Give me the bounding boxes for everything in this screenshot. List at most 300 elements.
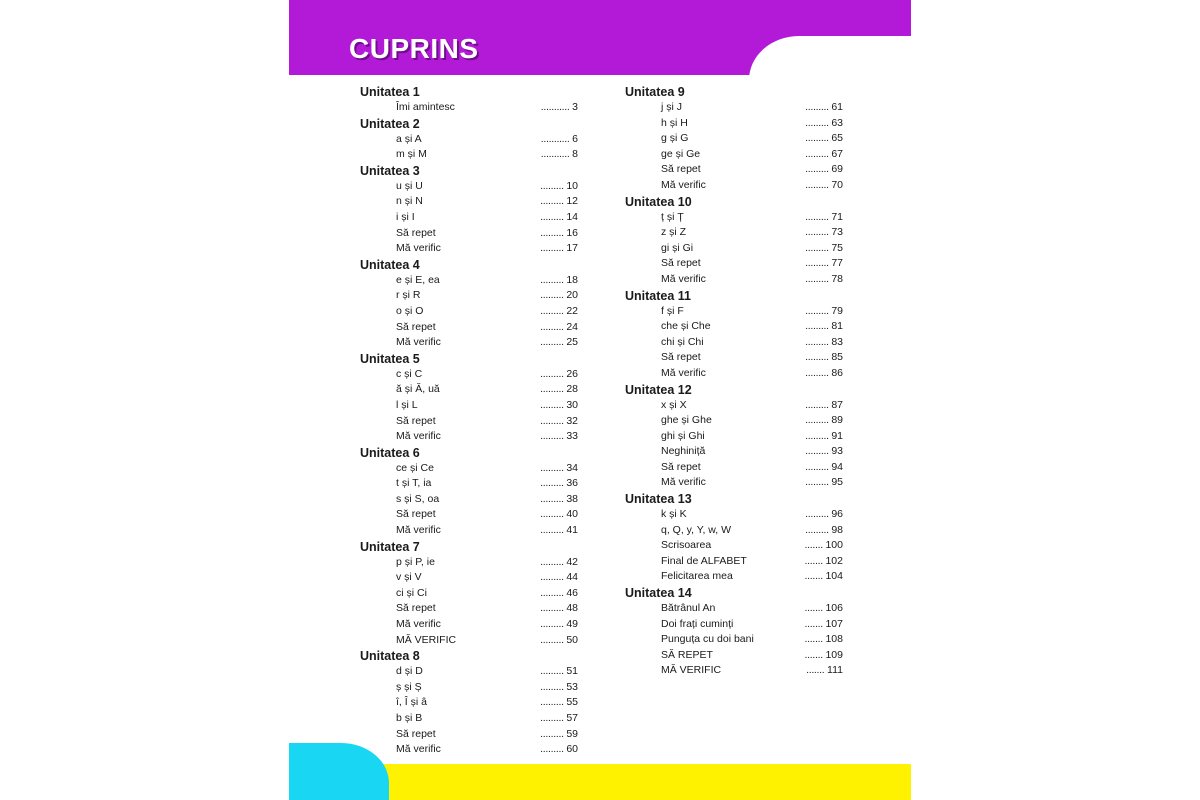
dot-leader: .........: [540, 743, 567, 756]
dot-leader: .........: [805, 429, 832, 442]
entry-page-number: ....... 102: [804, 554, 843, 567]
entry-page-number: ......... 10: [540, 179, 578, 192]
dot-leader: .........: [540, 680, 567, 693]
entry-title: Mă verific: [396, 618, 441, 631]
entry-title: Să repet: [661, 351, 701, 364]
dot-leader: .........: [805, 523, 832, 536]
dot-leader: .........: [540, 179, 567, 192]
unit-title: Unitatea 13: [625, 492, 692, 507]
dot-leader: .........: [805, 210, 832, 223]
toc-unit: [360, 257, 600, 351]
toc-entry: [360, 304, 600, 320]
page-title: CUPRINS: [349, 33, 479, 64]
entry-page-number: ....... 108: [804, 633, 843, 646]
dot-leader: .........: [540, 712, 567, 724]
toc-entry: [625, 444, 865, 460]
entry-page-number: ......... 53: [540, 680, 578, 693]
dot-leader: .........: [540, 289, 567, 302]
book-page: [289, 0, 911, 800]
entry-page-number: ......... 95: [805, 476, 843, 489]
toc-entry: [625, 554, 865, 570]
toc-entry: [360, 727, 600, 743]
toc-entry: [360, 414, 600, 430]
entry-page-number: ........... 8: [540, 148, 578, 161]
entry-title: Să repet: [661, 257, 701, 270]
dot-leader: .........: [805, 320, 832, 333]
entry-title: ce și Ce: [396, 461, 434, 474]
unit-title: Unitatea 2: [360, 116, 420, 131]
entry-title: Mă verific: [396, 430, 441, 443]
toc-entry: [360, 335, 600, 351]
entry-title: x și X: [661, 398, 687, 411]
entry-page-number: ......... 65: [805, 132, 843, 145]
toc-entry: [625, 241, 865, 257]
toc-entry: [625, 538, 865, 554]
entry-title: Să repet: [396, 320, 436, 333]
toc-entry: [625, 210, 865, 226]
toc-unit: [625, 288, 865, 382]
dot-leader: .........: [540, 586, 567, 599]
dot-leader: .........: [540, 226, 567, 239]
entry-title: h și H: [661, 116, 688, 129]
entry-title: ă și Ă, uă: [396, 383, 440, 396]
toc-entry: [625, 475, 865, 491]
dot-leader: .........: [540, 571, 567, 584]
entry-page-number: ......... 20: [540, 289, 578, 302]
dot-leader: .........: [540, 727, 567, 740]
toc-entry: [625, 256, 865, 272]
unit-title: Unitatea 6: [360, 445, 420, 460]
entry-page-number: ......... 50: [540, 633, 578, 646]
entry-page-number: ......... 91: [805, 429, 843, 442]
dot-leader: .......: [804, 554, 826, 567]
dot-leader: .........: [805, 116, 832, 129]
toc-entry: [360, 320, 600, 336]
entry-page-number: ......... 86: [805, 366, 843, 379]
entry-title: Să repet: [396, 508, 436, 521]
entry-title: q, Q, y, Y, w, W: [661, 523, 732, 536]
dot-leader: .........: [805, 414, 832, 427]
entry-title: Mă verific: [396, 336, 441, 349]
entry-page-number: ......... 67: [805, 147, 843, 160]
toc-entry: [625, 178, 865, 194]
entry-page-number: ......... 75: [805, 241, 843, 254]
entry-title: v și V: [396, 571, 422, 584]
entry-title: d și D: [396, 665, 423, 678]
toc-left-column: [360, 84, 600, 758]
entry-title: ghe și Ghe: [661, 414, 712, 427]
toc-entry: [360, 492, 600, 508]
toc-entry: [360, 695, 600, 711]
toc-entry: [625, 350, 865, 366]
dot-leader: .........: [540, 320, 567, 333]
toc-entry: [360, 132, 600, 148]
toc-unit: [625, 382, 865, 492]
toc-entry: [360, 288, 600, 304]
entry-page-number: ......... 25: [540, 336, 578, 349]
entry-title: c și C: [396, 367, 423, 380]
entry-page-number: ......... 79: [805, 304, 843, 317]
toc-unit: [360, 163, 600, 257]
toc-entry: [360, 711, 600, 727]
toc-unit: [360, 648, 600, 758]
entry-title: Mă verific: [661, 178, 706, 191]
entry-title: Să repet: [661, 163, 701, 176]
toc-entry: [625, 131, 865, 147]
entry-page-number: ......... 33: [540, 430, 578, 443]
dot-leader: .........: [805, 351, 832, 364]
entry-title: î, Î și â: [396, 696, 427, 709]
dot-leader: .........: [540, 665, 567, 678]
toc-entry: [625, 225, 865, 241]
entry-page-number: ....... 106: [804, 602, 843, 615]
dot-leader: .........: [540, 336, 567, 349]
entry-page-number: ....... 111: [806, 664, 843, 677]
entry-title: l și L: [396, 398, 418, 411]
entry-page-number: ......... 83: [805, 335, 843, 348]
toc-entry: [625, 272, 865, 288]
entry-page-number: ......... 55: [540, 696, 578, 709]
unit-title: Unitatea 10: [625, 194, 692, 209]
toc-entry: [625, 523, 865, 539]
entry-page-number: ......... 77: [805, 257, 843, 270]
toc-entry: [360, 100, 600, 116]
dot-leader: .......: [804, 570, 826, 583]
dot-leader: .......: [804, 648, 826, 661]
entry-page-number: ......... 93: [805, 445, 843, 458]
entry-title: u și U: [396, 179, 423, 192]
dot-leader: .........: [540, 242, 567, 255]
entry-page-number: ......... 87: [805, 398, 843, 411]
unit-title: Unitatea 9: [625, 85, 685, 99]
entry-page-number: ......... 30: [540, 398, 578, 411]
entry-page-number: ......... 46: [540, 586, 578, 599]
toc-unit: [360, 84, 600, 116]
dot-leader: .........: [805, 101, 832, 113]
entry-page-number: ....... 104: [804, 570, 843, 583]
entry-title: Să repet: [661, 460, 701, 473]
entry-title: ge și Ge: [661, 147, 701, 160]
dot-leader: .......: [804, 539, 826, 552]
entry-page-number: ......... 14: [540, 210, 578, 223]
dot-leader: .........: [540, 430, 567, 443]
dot-leader: .........: [540, 696, 567, 709]
dot-leader: .........: [540, 383, 567, 396]
entry-title: b și B: [396, 712, 423, 724]
entry-page-number: ......... 36: [540, 477, 578, 490]
toc-entry: [625, 648, 865, 664]
entry-title: gi și Gi: [661, 241, 694, 254]
toc-unit: [360, 445, 600, 539]
dot-leader: .........: [805, 445, 832, 458]
entry-page-number: ......... 51: [540, 665, 578, 678]
entry-title: Scrisoarea: [661, 539, 712, 552]
entry-title: Mă verific: [396, 743, 441, 756]
entry-page-number: ........... 3: [540, 101, 578, 113]
toc-entry: [360, 680, 600, 696]
dot-leader: ...........: [540, 132, 573, 145]
toc-entry: [625, 460, 865, 476]
unit-title: Unitatea 1: [360, 85, 420, 99]
dot-leader: .........: [805, 241, 832, 254]
unit-title: Unitatea 14: [625, 586, 692, 601]
dot-leader: .........: [540, 461, 567, 474]
entry-title: n și N: [396, 195, 423, 208]
entry-page-number: ......... 42: [540, 555, 578, 568]
entry-title: o și O: [396, 304, 424, 317]
dot-leader: .........: [540, 524, 567, 537]
entry-page-number: ......... 32: [540, 414, 578, 427]
entry-page-number: ....... 109: [804, 648, 843, 661]
dot-leader: .........: [540, 618, 567, 631]
entry-page-number: ......... 24: [540, 320, 578, 333]
unit-title: Unitatea 7: [360, 539, 420, 554]
dot-leader: .........: [540, 367, 567, 380]
entry-title: Să repet: [396, 414, 436, 427]
entry-title: r și R: [396, 289, 421, 302]
toc-entry: [360, 617, 600, 633]
toc-entry: [625, 304, 865, 320]
toc-entry: [625, 413, 865, 429]
entry-title: f și F: [661, 304, 684, 317]
entry-page-number: ......... 44: [540, 571, 578, 584]
entry-title: s și S, oa: [396, 492, 440, 505]
entry-title: g și G: [661, 132, 689, 145]
entry-page-number: ......... 18: [540, 273, 578, 286]
dot-leader: .........: [805, 398, 832, 411]
dot-leader: .........: [540, 492, 567, 505]
entry-title: Să repet: [396, 226, 436, 239]
dot-leader: .......: [806, 664, 828, 677]
toc-entry: [360, 633, 600, 649]
entry-title: Bătrânul An: [661, 602, 716, 615]
entry-page-number: ......... 63: [805, 116, 843, 129]
toc-entry: [625, 569, 865, 585]
entry-title: Mă verific: [661, 366, 706, 379]
toc-entry: [360, 241, 600, 257]
dot-leader: .........: [805, 272, 832, 285]
entry-page-number: ......... 85: [805, 351, 843, 364]
entry-title: Să repet: [396, 602, 436, 615]
entry-page-number: ......... 70: [805, 178, 843, 191]
toc-unit: [625, 194, 865, 288]
entry-page-number: ......... 60: [540, 743, 578, 756]
dot-leader: .........: [540, 633, 567, 646]
dot-leader: .........: [805, 508, 832, 521]
toc-entry: [360, 601, 600, 617]
entry-page-number: ......... 89: [805, 414, 843, 427]
entry-page-number: ......... 59: [540, 727, 578, 740]
dot-leader: .........: [540, 508, 567, 521]
toc-entry: [625, 507, 865, 523]
entry-title: Neghiniță: [661, 445, 706, 458]
dot-leader: .........: [805, 460, 832, 473]
dot-leader: .........: [540, 210, 567, 223]
entry-page-number: ......... 48: [540, 602, 578, 615]
toc-entry: [360, 664, 600, 680]
dot-leader: ...........: [540, 148, 573, 161]
entry-page-number: ......... 69: [805, 163, 843, 176]
dot-leader: .........: [540, 602, 567, 615]
entry-title: SĂ REPET: [661, 648, 713, 661]
entry-page-number: ......... 78: [805, 272, 843, 285]
entry-title: z și Z: [661, 226, 687, 239]
toc-entry: [360, 570, 600, 586]
entry-page-number: ......... 71: [805, 210, 843, 223]
toc-entry: [625, 663, 865, 679]
entry-title: ț și Ț: [661, 210, 684, 223]
toc-unit: [625, 585, 865, 679]
entry-title: ș și Ș: [396, 680, 422, 693]
dot-leader: .........: [805, 304, 832, 317]
entry-page-number: ......... 40: [540, 508, 578, 521]
entry-title: MĂ VERIFIC: [661, 664, 722, 677]
unit-title: Unitatea 8: [360, 649, 420, 664]
dot-leader: .........: [540, 555, 567, 568]
entry-title: j și J: [661, 101, 682, 113]
unit-title: Unitatea 4: [360, 257, 420, 272]
toc-right-column: [625, 84, 865, 679]
entry-title: Îmi amintesc: [396, 101, 455, 113]
entry-title: Mă verific: [396, 524, 441, 537]
dot-leader: ...........: [540, 101, 573, 113]
toc-unit: [360, 351, 600, 445]
toc-entry: [360, 461, 600, 477]
entry-page-number: ......... 73: [805, 226, 843, 239]
toc-entry: [360, 398, 600, 414]
entry-title: k și K: [661, 508, 687, 521]
toc-entry: [360, 586, 600, 602]
dot-leader: .........: [805, 163, 832, 176]
dot-leader: .........: [540, 195, 567, 208]
entry-title: i și I: [396, 210, 415, 223]
entry-title: Doi frați cuminți: [661, 617, 734, 630]
entry-title: p și P, ie: [396, 555, 435, 568]
toc-entry: [625, 366, 865, 382]
toc-entry: [360, 742, 600, 758]
entry-title: Final de ALFABET: [661, 554, 747, 567]
dot-leader: .........: [540, 414, 567, 427]
entry-page-number: ......... 17: [540, 242, 578, 255]
entry-title: chi și Chi: [661, 335, 704, 348]
toc-entry: [360, 429, 600, 445]
toc-entry: [360, 226, 600, 242]
unit-title: Unitatea 3: [360, 163, 420, 178]
toc-entry: [360, 523, 600, 539]
dot-leader: .........: [540, 398, 567, 411]
toc-entry: [360, 273, 600, 289]
dot-leader: .......: [804, 602, 826, 615]
entry-title: t și T, ia: [396, 477, 432, 490]
entry-page-number: ......... 28: [540, 383, 578, 396]
unit-title: Unitatea 5: [360, 351, 420, 366]
entry-page-number: ......... 81: [805, 320, 843, 333]
entry-page-number: ......... 26: [540, 367, 578, 380]
entry-page-number: ......... 12: [540, 195, 578, 208]
entry-page-number: ......... 49: [540, 618, 578, 631]
unit-title: Unitatea 11: [625, 288, 692, 303]
toc-entry: [625, 100, 865, 116]
toc-entry: [625, 147, 865, 163]
toc-entry: [625, 319, 865, 335]
toc-entry: [360, 367, 600, 383]
entry-title: ci și Ci: [396, 586, 427, 599]
dot-leader: .........: [805, 178, 832, 191]
entry-page-number: ......... 98: [805, 523, 843, 536]
entry-page-number: ......... 41: [540, 524, 578, 537]
entry-page-number: ......... 22: [540, 304, 578, 317]
toc-entry: [360, 476, 600, 492]
toc-entry: [625, 617, 865, 633]
dot-leader: .........: [805, 335, 832, 348]
toc-entry: [625, 601, 865, 617]
entry-page-number: ......... 57: [540, 712, 578, 724]
entry-page-number: ......... 94: [805, 460, 843, 473]
entry-page-number: ......... 61: [805, 101, 843, 113]
entry-page-number: ......... 16: [540, 226, 578, 239]
entry-page-number: ....... 100: [804, 539, 843, 552]
toc-entry: [360, 382, 600, 398]
entry-title: che și Che: [661, 320, 711, 333]
dot-leader: .........: [805, 132, 832, 145]
entry-title: Felicitarea mea: [661, 570, 733, 583]
toc-entry: [625, 632, 865, 648]
dot-leader: .........: [805, 226, 832, 239]
toc-entry: [625, 116, 865, 132]
entry-title: Mă verific: [661, 476, 706, 489]
toc-entry: [360, 210, 600, 226]
dot-leader: .........: [540, 273, 567, 286]
toc-entry: [360, 194, 600, 210]
toc-entry: [625, 335, 865, 351]
dot-leader: .......: [804, 633, 826, 646]
entry-page-number: ......... 38: [540, 492, 578, 505]
dot-leader: .........: [540, 477, 567, 490]
toc-entry: [360, 179, 600, 195]
dot-leader: .........: [540, 304, 567, 317]
dot-leader: .......: [804, 617, 826, 630]
dot-leader: .........: [805, 476, 832, 489]
entry-page-number: ....... 107: [804, 617, 843, 630]
entry-title: Mă verific: [396, 242, 441, 255]
entry-page-number: ........... 6: [540, 132, 578, 145]
toc-unit: [360, 116, 600, 163]
dot-leader: .........: [805, 147, 832, 160]
toc-unit: [360, 539, 600, 649]
entry-title: Mă verific: [661, 272, 706, 285]
toc-entry: [625, 429, 865, 445]
entry-title: Punguța cu doi bani: [661, 633, 754, 646]
entry-page-number: ......... 34: [540, 461, 578, 474]
entry-title: e și E, ea: [396, 273, 440, 286]
entry-title: a și A: [396, 132, 422, 145]
dot-leader: .........: [805, 257, 832, 270]
entry-title: ghi și Ghi: [661, 429, 705, 442]
toc-entry: [360, 147, 600, 163]
toc-entry: [625, 398, 865, 414]
entry-title: Să repet: [396, 727, 436, 740]
entry-title: m și M: [396, 148, 427, 161]
toc-entry: [625, 162, 865, 178]
toc-entry: [360, 507, 600, 523]
toc-unit: [625, 491, 865, 585]
toc-unit: [625, 84, 865, 194]
entry-page-number: ......... 96: [805, 508, 843, 521]
dot-leader: .........: [805, 366, 832, 379]
toc-entry: [360, 555, 600, 571]
entry-title: MĂ VERIFIC: [396, 633, 457, 646]
unit-title: Unitatea 12: [625, 382, 692, 397]
